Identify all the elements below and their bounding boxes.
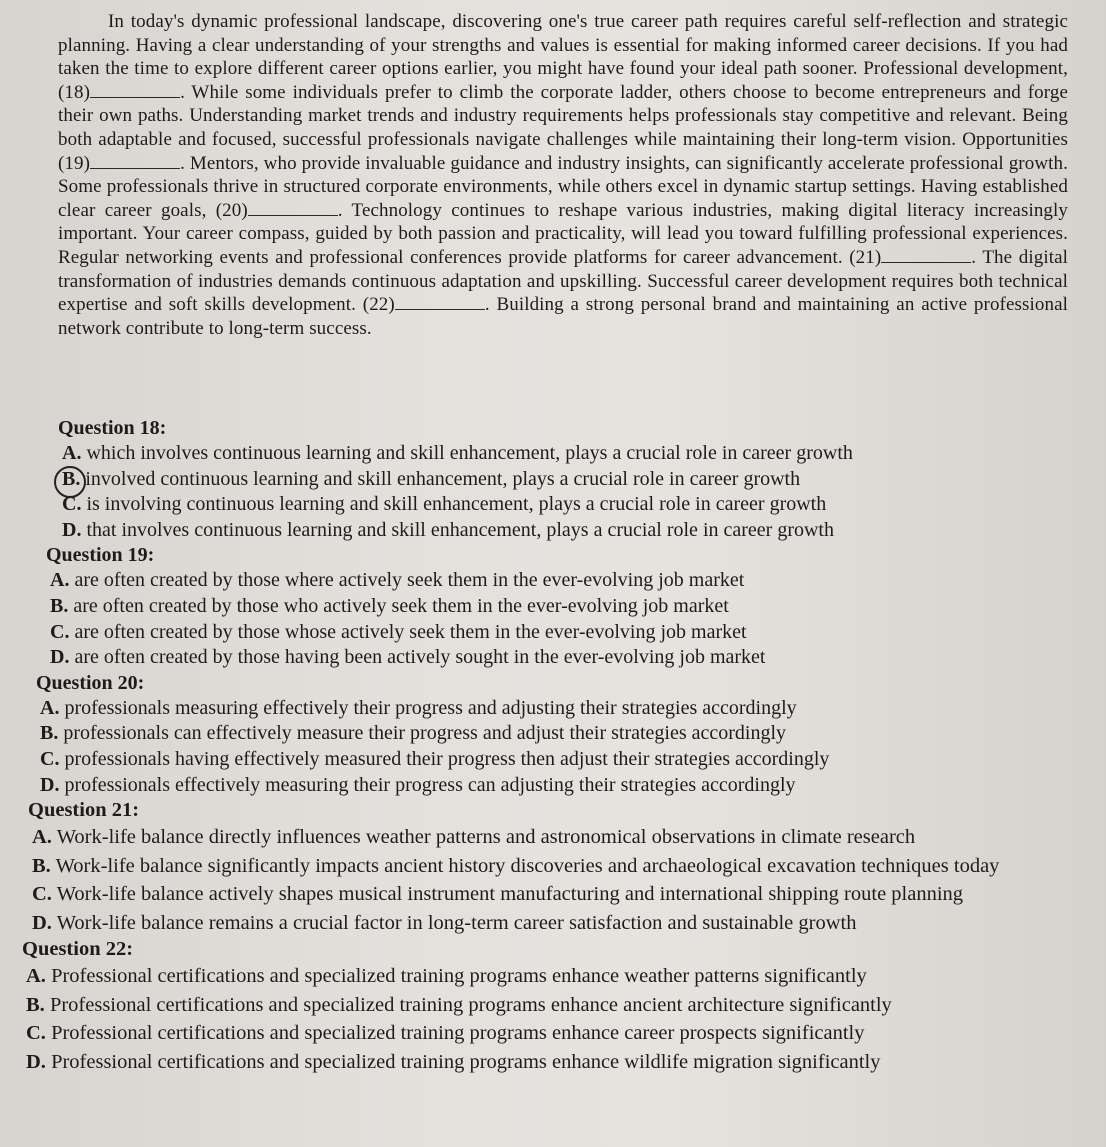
passage-paragraph — [58, 10, 1068, 340]
option-a — [22, 962, 1092, 991]
option-text: is involving continuous learning and skill enhancement, plays a crucial role in career growth — [86, 493, 827, 516]
option-letter: C. — [50, 620, 70, 643]
option-text: Professional certifications and specialized training programs enhance ancient architecture significantly — [49, 993, 892, 1016]
option-b — [22, 991, 1092, 1020]
option-letter: D. — [26, 1050, 46, 1073]
option-letter: C. — [26, 1022, 46, 1045]
option-letter: A. — [62, 442, 82, 464]
question-list — [22, 416, 1092, 1076]
option-text: are often created by those where actively seek them in the ever-evolving job market — [74, 569, 745, 592]
reading-passage — [58, 10, 1068, 340]
option-letter: D. — [62, 518, 82, 541]
option-a — [36, 696, 1092, 722]
option-letter: D. — [32, 911, 52, 934]
option-text: professionals measuring effectively their progress and adjusting their strategies accordingly — [64, 696, 797, 719]
passage-text-after-18: . While some individuals prefer to climb the corporate ladder, others choose to become entrepreneurs and forge their own paths. Understanding market trends and industry requirements helps professionals stay competitive and relevant. Being both adaptable and focused, successful professionals navigate challenges while maintaining their long-term vision. Opportunities (19) — [58, 81, 1068, 174]
option-text: Work-life balance directly influences weather patterns and astronomical observations in climate research — [56, 826, 916, 849]
option-c — [46, 620, 1092, 646]
option-letter-circled: B. — [62, 467, 81, 490]
option-text: professionals can effectively measure their progress and adjust their strategies accordingly — [63, 722, 787, 745]
option-letter: A. — [32, 826, 52, 849]
option-text: Work-life balance actively shapes musical instrument manufacturing and international shipping route planning — [56, 883, 964, 906]
blank-19 — [90, 154, 180, 169]
option-text: Professional certifications and specialized training programs enhance career prospects significantly — [51, 1022, 865, 1045]
question-title: Question 21: — [28, 799, 140, 822]
option-letter: B. — [32, 854, 51, 877]
option-text: professionals effectively measuring their progress can adjusting their strategies accordingly — [64, 773, 796, 796]
option-b — [36, 721, 1092, 747]
question-20 — [36, 671, 1092, 798]
option-letter: C. — [40, 747, 60, 770]
option-text: Work-life balance remains a crucial factor in long-term career satisfaction and sustainable growth — [56, 911, 857, 934]
option-d — [22, 1048, 1092, 1077]
passage-text-before-18: In today's dynamic professional landscape, discovering one's true career path requires careful self-reflection and strategic planning. Having a clear understanding of your strengths and values is essential for making informed career decisions. If you had taken the time to explore different career options earlier, you might have found your ideal path sooner. Professional development, (18) — [58, 11, 1068, 103]
option-c — [58, 492, 1092, 518]
blank-20 — [248, 201, 338, 216]
option-letter: B. — [40, 722, 59, 745]
question-18 — [58, 416, 1092, 543]
option-letter: C. — [32, 883, 52, 906]
blank-21 — [881, 248, 971, 263]
passage-text-after-19: . Mentors, who provide invaluable guidance and industry insights, can significantly accelerate professional growth. Some professionals thrive in structured corporate environments, while others excel in dynamic startup settings. Having established clear career goals, (20) — [58, 152, 1068, 221]
option-c — [22, 1019, 1092, 1048]
passage-text-after-21: . The digital transformation of industries demands continuous adaptation and upskilling. Successful career development requires both technical expertise and soft skills development. (22) — [58, 246, 1068, 316]
blank-22 — [395, 295, 485, 310]
option-text: that involves continuous learning and skill enhancement, plays a crucial role in career growth — [86, 518, 834, 541]
option-text: Work-life balance significantly impacts ancient history discoveries and archaeological excavation techniques today — [55, 854, 1000, 877]
option-c — [28, 880, 1092, 909]
option-text: Professional certifications and specialized training programs enhance weather patterns significantly — [51, 965, 867, 988]
blank-18 — [90, 83, 180, 98]
option-c — [36, 747, 1092, 773]
option-letter: D. — [50, 646, 70, 669]
question-title: Question 18: — [58, 417, 167, 439]
option-text: are often created by those whose actively seek them in the ever-evolving job market — [74, 620, 747, 643]
option-letter: C. — [62, 493, 82, 516]
option-letter: A. — [50, 569, 70, 592]
option-letter: D. — [40, 773, 60, 796]
passage-text-after-20: . Technology continues to reshape various industries, making digital literacy increasingly important. Your career compass, guided by both passion and practicality, will lead you toward fulfilling professional experiences. Regular networking events and professional conferences provide platforms for career advancement. (21) — [58, 199, 1069, 268]
question-22 — [22, 937, 1092, 1076]
question-19 — [46, 543, 1092, 670]
question-title: Question 20: — [36, 671, 145, 694]
option-letter: A. — [40, 696, 60, 719]
option-a — [58, 441, 1092, 467]
option-a — [46, 568, 1092, 594]
option-b — [46, 594, 1092, 620]
option-b — [58, 467, 1092, 493]
option-text: are often created by those having been actively sought in the ever-evolving job market — [74, 646, 766, 669]
option-text: involved continuous learning and skill enhancement, plays a crucial role in career growth — [85, 467, 801, 490]
option-text: professionals having effectively measured their progress then adjust their strategies accordingly — [64, 747, 830, 770]
option-text: which involves continuous learning and skill enhancement, plays a crucial role in career growth — [86, 442, 853, 464]
option-d — [58, 518, 1092, 544]
option-d — [28, 909, 1092, 938]
option-d — [46, 645, 1092, 671]
question-title: Question 19: — [46, 544, 155, 567]
option-d — [36, 773, 1092, 799]
option-text: are often created by those who actively seek them in the ever-evolving job market — [73, 594, 729, 617]
option-b — [28, 852, 1092, 881]
passage-text-after-22: . Building a strong personal brand and maintaining an active professional network contribute to long-term success. — [58, 294, 1068, 339]
option-text: Professional certifications and specialized training programs enhance wildlife migration significantly — [51, 1050, 881, 1073]
option-letter: B. — [50, 594, 69, 617]
question-title: Question 22: — [22, 938, 134, 961]
option-letter: A. — [26, 965, 46, 988]
question-21 — [28, 798, 1092, 937]
option-letter: B. — [26, 993, 45, 1016]
option-a — [28, 823, 1092, 852]
